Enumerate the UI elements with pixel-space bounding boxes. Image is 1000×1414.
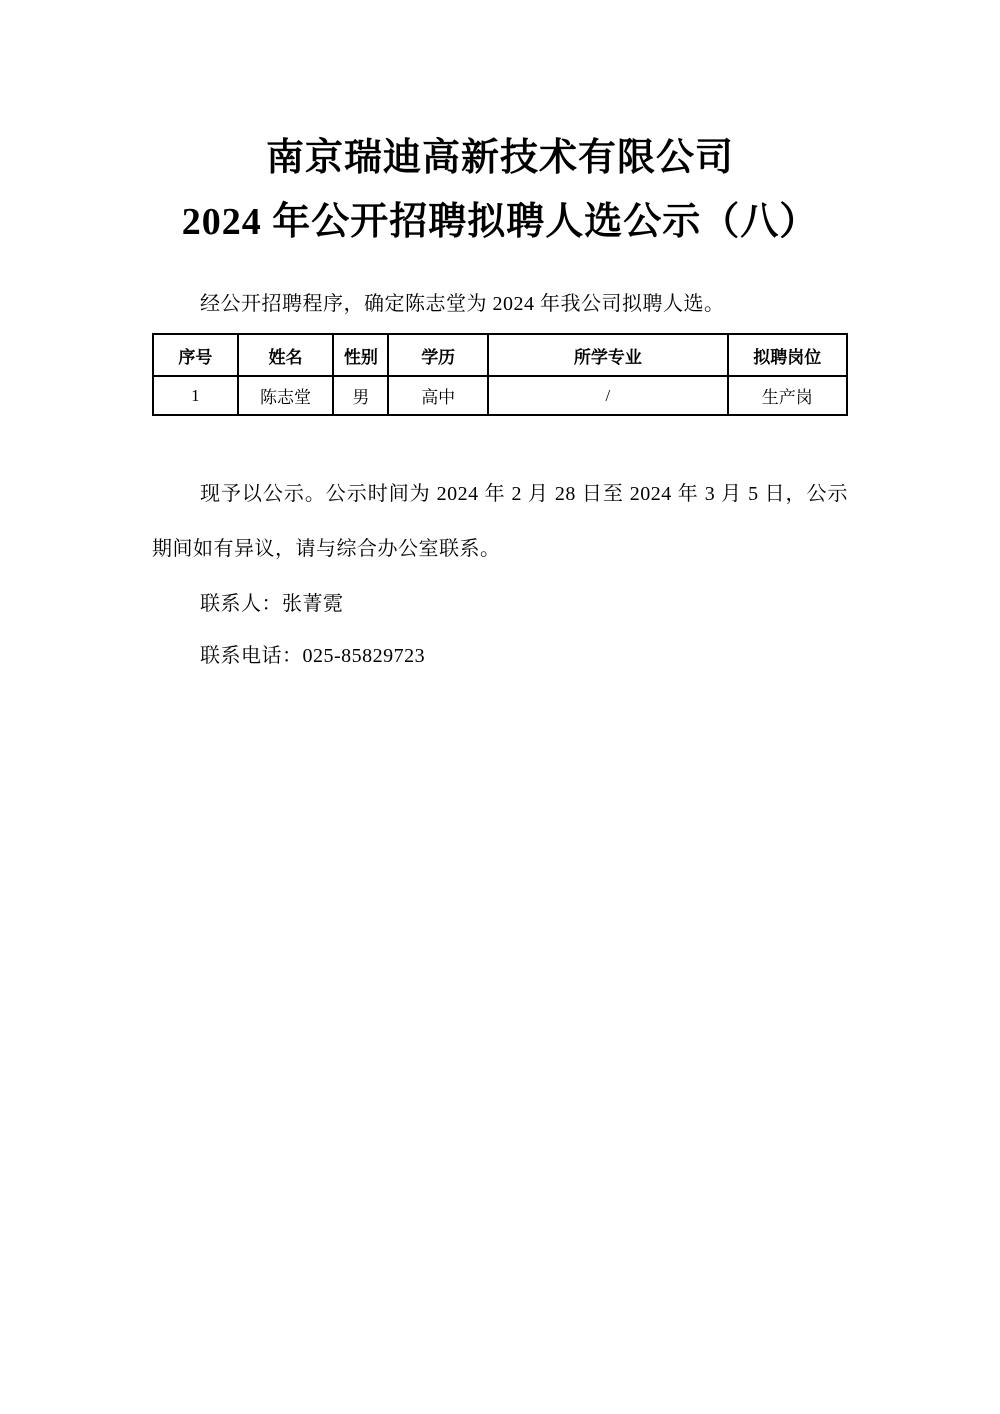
contact-phone-number: 025-85829723 <box>302 645 426 667</box>
candidates-table <box>152 333 848 416</box>
document-title-line2: 2024 年公开招聘拟聘人选公示（八） <box>181 201 819 243</box>
contact-person-label: 联系人： <box>200 593 282 615</box>
table-header-index: 序号 <box>153 334 238 376</box>
cell-gender: 男 <box>333 376 388 415</box>
contact-person-line <box>152 579 848 629</box>
cell-name: 陈志堂 <box>238 376 334 415</box>
table-header-education: 学历 <box>388 334 488 376</box>
cell-education: 高中 <box>388 376 488 415</box>
contact-phone-line <box>152 631 848 681</box>
contact-phone-label: 联系电话： <box>200 645 303 667</box>
table-header-row <box>153 334 847 376</box>
table-header-major: 所学专业 <box>488 334 727 376</box>
cell-major: / <box>488 376 727 415</box>
table-row <box>153 376 847 415</box>
intro-paragraph: 经公开招聘程序，确定陈志堂为 2024 年我公司拟聘人选。 <box>200 293 725 315</box>
notice-paragraph: 现予以公示。公示时间为 2024 年 2 月 28 日至 2024 年 3 月 5 日，公示期间如有异议，请与综合办公室联系。 <box>152 483 848 560</box>
cell-index: 1 <box>153 376 238 415</box>
table-header-gender: 性别 <box>333 334 388 376</box>
table-header-position: 拟聘岗位 <box>728 334 847 376</box>
cell-position: 生产岗 <box>728 376 847 415</box>
document-title-line1: 南京瑞迪高新技术有限公司 <box>265 137 734 179</box>
table-header-name: 姓名 <box>238 334 334 376</box>
contact-person-name: 张菁霓 <box>282 593 344 615</box>
